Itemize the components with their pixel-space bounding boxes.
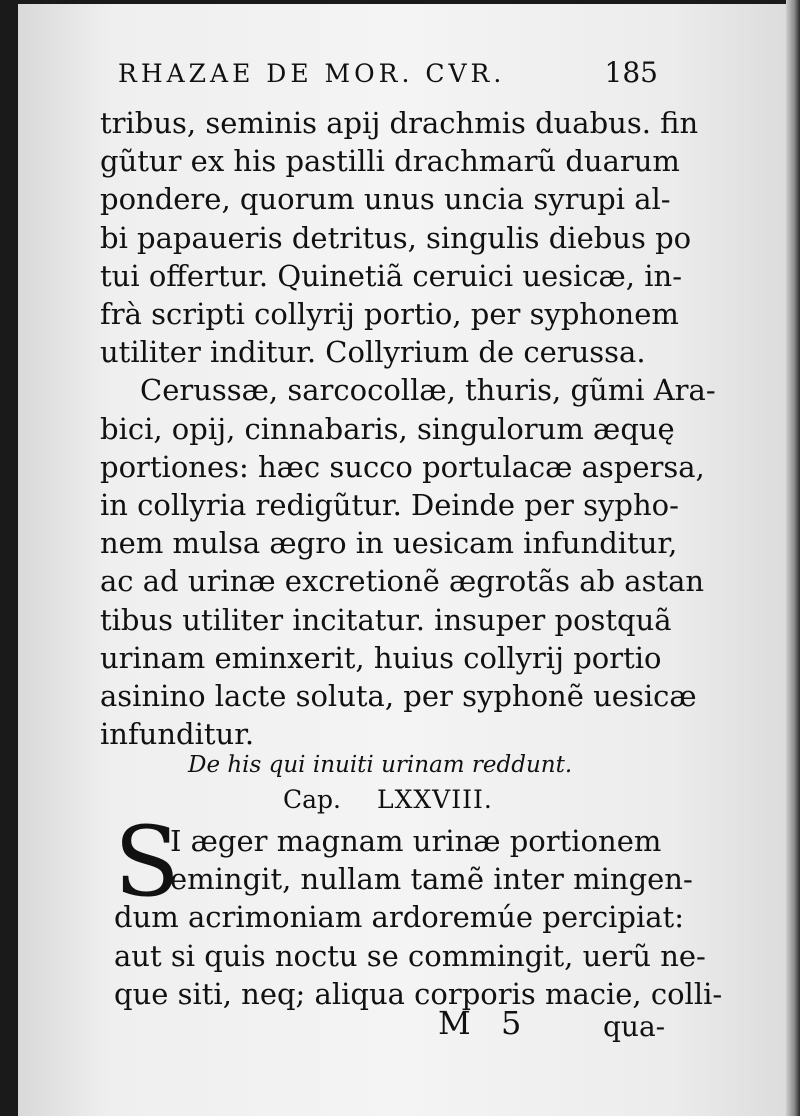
text-line: gũtur ex his pastilli drachmarũ duarum xyxy=(100,144,680,179)
text-line: Cerussæ, sarcocollæ, thuris, gũmi Ara- xyxy=(140,373,716,408)
text-line: emingit, nullam tamẽ inter mingen- xyxy=(170,862,693,897)
text-line: tui offertur. Quinetiã ceruici uesicæ, in- xyxy=(100,258,682,293)
chapter-number: LXXVIII. xyxy=(376,785,493,814)
text-line: infunditur. xyxy=(100,717,255,752)
signature-mark: M 5 xyxy=(438,1004,532,1042)
text-line: urinam eminxerit, huius collyrij portio xyxy=(100,640,662,675)
text-line: portiones: hæc succo portulacæ aspersa, xyxy=(100,449,705,484)
folio-number: 185 xyxy=(604,56,658,89)
text-line: asinino lacte soluta, per syphonẽ uesicæ xyxy=(100,679,697,714)
text-line: que siti, neq; aliqua corporis macie, colli- xyxy=(114,976,723,1011)
text-line: bici, opij, cinnabaris, singulorum æquę xyxy=(100,411,675,446)
chapter-text xyxy=(114,806,723,1013)
body-text xyxy=(100,104,716,753)
book-page xyxy=(18,4,788,1116)
text-line: in collyria redigũtur. Deinde per sypho- xyxy=(100,488,679,523)
text-line: aut si quis noctu se commingit, uerũ ne- xyxy=(114,938,706,973)
chapter-heading: De his qui inuiti urinam reddunt. xyxy=(188,752,573,778)
text-line: tribus, seminis apij drachmis duabus. fin xyxy=(100,106,699,140)
text-line: I æger magnam urinæ portionem xyxy=(170,824,662,858)
catchword: qua- xyxy=(603,1010,666,1043)
text-line: tibus utiliter incitatur. insuper postquã xyxy=(100,602,672,637)
text-line: ac ad urinæ excretionẽ ægrotãs ab astan xyxy=(100,564,705,599)
text-line: nem mulsa ægro in uesicam infunditur, xyxy=(100,526,678,561)
book-edge xyxy=(786,0,800,1116)
text-line: frà scripti collyrij portio, per syphonem xyxy=(100,297,679,332)
text-line: bi papaueris detritus, singulis diebus po xyxy=(100,220,692,255)
chapter-cap: Cap. xyxy=(283,785,341,814)
drop-capital: S xyxy=(114,806,180,918)
text-line: utiliter inditur. Collyrium de cerussa. xyxy=(100,335,646,370)
page-header xyxy=(118,56,658,89)
text-line: dum acrimoniam ardoremúe percipiat: xyxy=(114,900,684,935)
text-line: pondere, quorum unus uncia syrupi al- xyxy=(100,182,671,217)
chapter-label xyxy=(283,785,493,814)
running-title: RHAZAE DE MOR. CVR. xyxy=(118,59,506,88)
